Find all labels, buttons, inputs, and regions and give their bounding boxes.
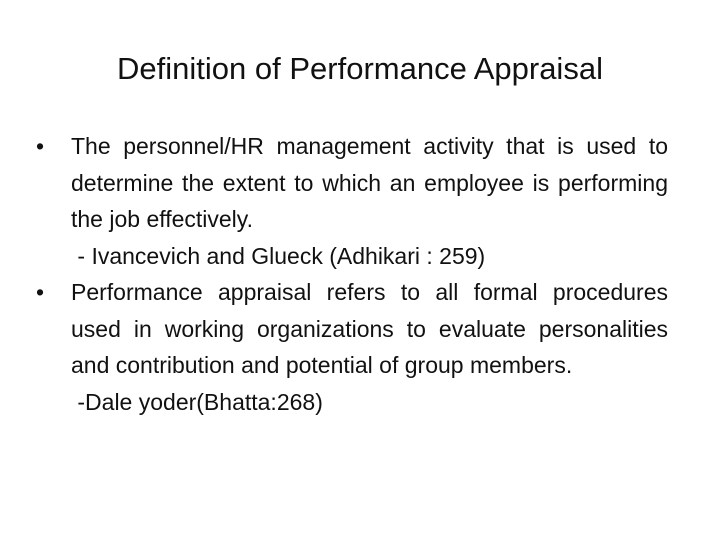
slide-content <box>36 128 668 420</box>
bullet-text: Performance appraisal refers to all formal procedures used in working organizations to evaluate personalities and contribution and potential of group members. <box>71 279 668 378</box>
bullet-attribution: - Ivancevich and Glueck (Adhikari : 259) <box>71 242 486 269</box>
bullet-attribution: -Dale yoder(Bhatta:268) <box>71 388 323 415</box>
bullet-icon: • <box>36 279 45 305</box>
bullet-item-2 <box>36 274 668 384</box>
bullet-item-1 <box>36 128 668 238</box>
slide-title: Definition of Performance Appraisal <box>117 51 603 86</box>
bullet-text: The personnel/HR management activity that is used to determine the extent to which an employee is performing the job effectively. <box>71 133 668 232</box>
bullet-icon: • <box>36 133 45 159</box>
